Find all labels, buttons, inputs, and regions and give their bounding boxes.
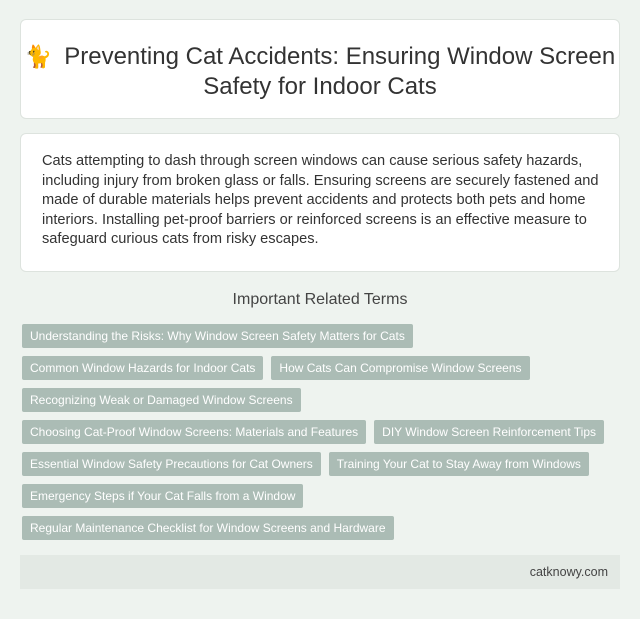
- related-terms-heading: Important Related Terms: [232, 291, 408, 308]
- related-term-tag[interactable]: Regular Maintenance Checklist for Window Screens and Hardware: [22, 516, 394, 540]
- related-term-tag[interactable]: Common Window Hazards for Indoor Cats: [22, 356, 263, 380]
- page-title-text: Preventing Cat Accidents: Ensuring Window Screen Safety for Indoor Cats: [64, 43, 616, 100]
- intro-paragraph: Cats attempting to dash through screen windows can cause serious safety hazards, including injury from broken glass or falls. Ensuring screens are securely fastened and made of durable materials helps prevent accidents and protects both pets and home interiors. Installing pet-proof barriers or reinforced screens is an effective measure to safeguard curious cats from risky escapes.: [42, 153, 599, 247]
- intro-card: [20, 133, 620, 272]
- cat-face-icon: 🐈: [24, 44, 53, 69]
- related-terms-list: [22, 324, 612, 540]
- related-term-tag[interactable]: Emergency Steps if Your Cat Falls from a Window: [22, 484, 303, 508]
- page-title: [21, 42, 619, 102]
- footer-site-link[interactable]: catknowy.com: [529, 565, 608, 579]
- related-term-tag[interactable]: Choosing Cat-Proof Window Screens: Materials and Features: [22, 420, 366, 444]
- related-term-tag[interactable]: How Cats Can Compromise Window Screens: [271, 356, 529, 380]
- related-term-tag[interactable]: Training Your Cat to Stay Away from Windows: [329, 452, 589, 476]
- footer-bar: [20, 555, 620, 589]
- related-term-tag[interactable]: Recognizing Weak or Damaged Window Screens: [22, 388, 301, 412]
- related-term-tag[interactable]: Essential Window Safety Precautions for Cat Owners: [22, 452, 321, 476]
- title-card: [20, 19, 620, 119]
- related-term-tag[interactable]: Understanding the Risks: Why Window Screen Safety Matters for Cats: [22, 324, 413, 348]
- related-term-tag[interactable]: DIY Window Screen Reinforcement Tips: [374, 420, 604, 444]
